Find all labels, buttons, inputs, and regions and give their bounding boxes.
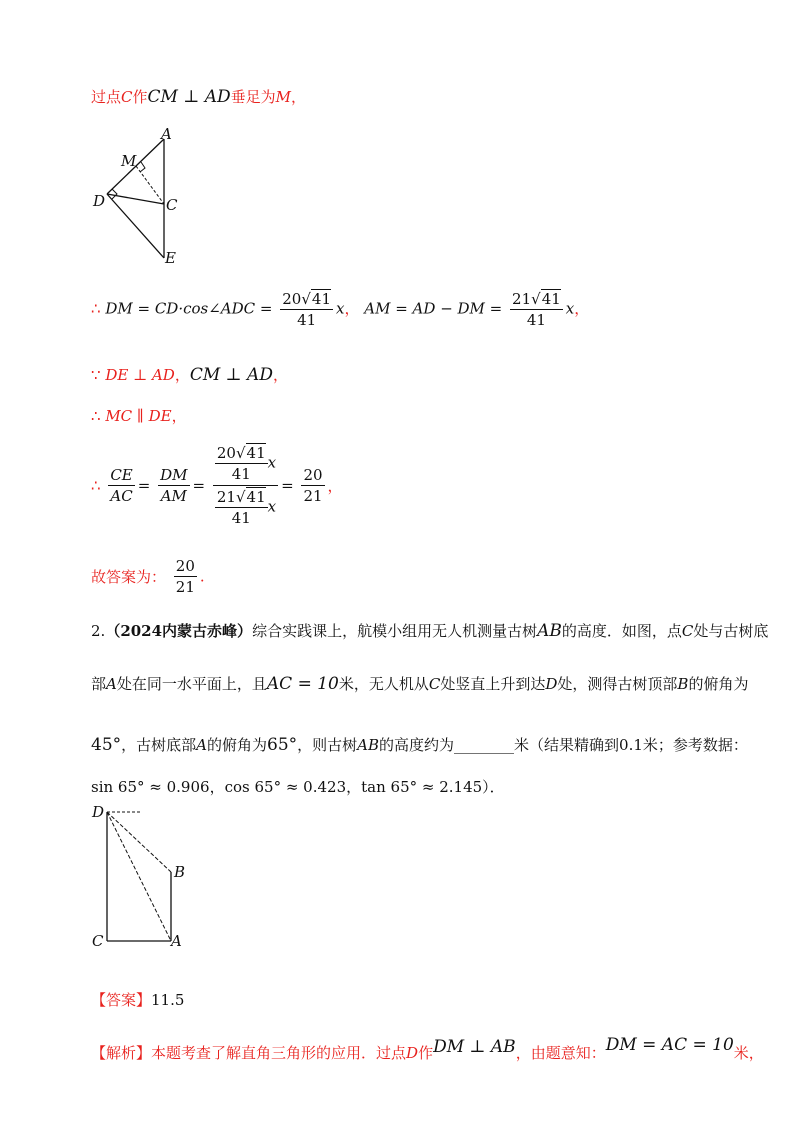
answer-label: 故答案为： bbox=[91, 568, 167, 586]
problem-text: 部 bbox=[91, 675, 107, 693]
variable-x: x bbox=[565, 299, 575, 318]
problem-text: 处在同一水平面上，且 bbox=[116, 675, 267, 693]
point-label: A bbox=[196, 736, 207, 754]
problem-2-line-1 bbox=[91, 620, 768, 641]
reference-tan: tan 65° ≈ 2.145 bbox=[361, 778, 483, 796]
punctuation: ， bbox=[327, 477, 343, 495]
label-c: C bbox=[92, 932, 104, 950]
problem-text: 处，测得古树顶部 bbox=[557, 675, 678, 693]
answer-line-2 bbox=[91, 989, 184, 1010]
segment-label: AB bbox=[537, 621, 562, 641]
variable-x: x bbox=[336, 299, 345, 318]
dm-expression: DM = CD·cos∠ADC = bbox=[105, 299, 273, 318]
punctuation: ， bbox=[209, 778, 225, 796]
point-label: C bbox=[681, 622, 694, 640]
analysis-text: 作 bbox=[418, 1044, 434, 1062]
problem-text: 的俯角为 bbox=[207, 736, 268, 754]
answer-value: 11.5 bbox=[151, 991, 185, 1009]
problem-text: 的高度约为________米（结果精确到0.1米；参考数据： bbox=[379, 736, 748, 754]
segment-de bbox=[107, 194, 164, 258]
construction-text: 垂足为 bbox=[230, 88, 276, 106]
label-c: C bbox=[166, 196, 178, 214]
answer-fraction bbox=[174, 557, 197, 596]
point-label: B bbox=[677, 675, 689, 693]
compound-fraction bbox=[213, 444, 278, 527]
analysis-text: 米， bbox=[733, 1044, 764, 1062]
perpendicular-expression: DM ⊥ AB bbox=[433, 1037, 516, 1057]
dm-equation-line bbox=[91, 290, 589, 329]
right-angle-mark-d bbox=[112, 189, 117, 199]
fraction-am: $\frac{21√41}{41}$ bbox=[512, 290, 561, 329]
problem-text: 处与古树底 bbox=[693, 622, 769, 640]
parallel-line bbox=[91, 405, 187, 426]
angle-value: 65° bbox=[267, 735, 298, 755]
fraction-numerator: 21 bbox=[216, 488, 236, 506]
problem-2-line-4 bbox=[91, 776, 505, 797]
answer-line-1 bbox=[91, 557, 205, 596]
answer-label: 【答案】 bbox=[91, 991, 152, 1009]
triangle-figure-1 bbox=[85, 125, 195, 270]
label-a: A bbox=[171, 932, 182, 950]
problem-number: 2. bbox=[91, 622, 106, 640]
punctuation: ， bbox=[291, 88, 307, 106]
perpendicular-expression: CM ⊥ AD bbox=[189, 365, 273, 385]
equals-sign: = bbox=[192, 476, 206, 495]
sqrt-radicand: 41 bbox=[246, 488, 266, 506]
label-a: A bbox=[161, 125, 172, 143]
fraction-denominator: 41 bbox=[231, 509, 251, 527]
fraction-numerator: CE bbox=[110, 466, 133, 484]
fraction-denominator: 41 bbox=[526, 311, 546, 329]
label-d: D bbox=[92, 803, 105, 821]
problem-text: 处竖直上升到达 bbox=[440, 675, 546, 693]
variable-x: x bbox=[267, 497, 277, 516]
fraction-denominator: 41 bbox=[231, 465, 251, 483]
problem-text: ，古树底部 bbox=[121, 736, 197, 754]
equation: AC = 10 bbox=[266, 674, 339, 694]
inner-fraction-numerator: $\frac{20√41}{41}$ bbox=[216, 444, 266, 483]
reference-cos: cos 65° ≈ 0.423 bbox=[224, 778, 347, 796]
sqrt-radicand: 41 bbox=[246, 444, 266, 462]
punctuation: ， bbox=[346, 778, 362, 796]
problem-text: 米，无人机从 bbox=[338, 675, 429, 693]
analysis-text: ，由题意知： bbox=[515, 1044, 606, 1062]
punctuation: ）． bbox=[482, 778, 505, 796]
problem-text: 综合实践课上，航模小组用无人机测量古树 bbox=[252, 622, 538, 640]
parallel-expression: MC ∥ DE bbox=[105, 407, 172, 425]
point-label: M bbox=[275, 88, 292, 106]
tree-drone-figure bbox=[88, 800, 198, 955]
fraction-denominator: 41 bbox=[297, 311, 317, 329]
equation: DM = AC = 10 bbox=[605, 1035, 734, 1055]
reference-sin: sin 65° ≈ 0.906 bbox=[91, 778, 210, 796]
equals-sign: = bbox=[281, 476, 294, 495]
sqrt-radicand: 41 bbox=[541, 290, 561, 308]
am-expression: AM = AD − DM = bbox=[364, 299, 503, 318]
problem-text: 的俯角为 bbox=[688, 675, 749, 693]
construction-text: 过点 bbox=[91, 88, 122, 106]
segment-da bbox=[107, 812, 171, 941]
fraction-ce-ac bbox=[108, 466, 134, 505]
fraction-dm: $\frac{20√41}{41}$ bbox=[282, 290, 331, 329]
equals-sign: = bbox=[137, 476, 151, 495]
fraction-numerator: 20 bbox=[282, 290, 302, 308]
segment-label: AB bbox=[357, 736, 380, 754]
point-label: A bbox=[106, 675, 117, 693]
fraction-denominator: 21 bbox=[303, 487, 323, 505]
ratio-line bbox=[91, 444, 343, 527]
analysis-text: 本题考查了解直角三角形的应用．过点 bbox=[151, 1044, 407, 1062]
therefore-symbol: ∴ bbox=[91, 407, 101, 425]
problem-text: ，则古树 bbox=[297, 736, 358, 754]
right-angle-mark-m bbox=[140, 162, 145, 172]
punctuation: ， bbox=[272, 366, 288, 384]
fraction-denominator: AM bbox=[160, 487, 187, 505]
label-m: M bbox=[121, 152, 137, 170]
label-b: B bbox=[174, 863, 186, 881]
fraction-denominator: 21 bbox=[175, 578, 195, 596]
because-line bbox=[91, 364, 288, 385]
problem-text: 的高度．如图，点 bbox=[561, 622, 682, 640]
point-label: C bbox=[428, 675, 441, 693]
problem-2-line-2 bbox=[91, 673, 748, 694]
analysis-label: 【解析】 bbox=[91, 1044, 152, 1062]
perpendicular-expression: CM ⊥ AD bbox=[147, 87, 231, 107]
angle-value: 45° bbox=[91, 735, 122, 755]
sqrt-radicand: 41 bbox=[311, 290, 331, 308]
fraction-numerator: 20 bbox=[303, 466, 323, 484]
punctuation: ， bbox=[171, 407, 187, 425]
label-e: E bbox=[165, 249, 176, 267]
fraction-numerator: 20 bbox=[216, 444, 236, 462]
point-label: D bbox=[406, 1044, 419, 1062]
fraction-numerator: DM bbox=[160, 466, 188, 484]
fraction-numerator: 21 bbox=[512, 290, 532, 308]
label-d: D bbox=[93, 192, 106, 210]
perpendicular-expression: DE ⊥ AD bbox=[105, 366, 175, 384]
construction-line bbox=[91, 86, 306, 107]
punctuation: . bbox=[199, 567, 205, 586]
punctuation: ， bbox=[174, 366, 190, 384]
fraction-result bbox=[301, 466, 324, 505]
fraction-denominator: AC bbox=[110, 487, 133, 505]
therefore-symbol: ∴ bbox=[91, 476, 101, 495]
construction-text: 作 bbox=[132, 88, 148, 106]
therefore-symbol: ∴ bbox=[91, 299, 101, 318]
fraction-numerator: 20 bbox=[175, 557, 195, 575]
point-label: C bbox=[121, 88, 133, 106]
because-symbol: ∵ bbox=[91, 366, 101, 384]
analysis-line bbox=[91, 1035, 764, 1063]
punctuation: ， bbox=[574, 299, 590, 318]
variable-x: x bbox=[267, 453, 277, 472]
segment-db bbox=[107, 812, 171, 872]
fraction-dm-am bbox=[158, 466, 189, 505]
punctuation: ， bbox=[344, 299, 360, 318]
problem-2-line-3 bbox=[91, 734, 748, 755]
inner-fraction-denominator: $\frac{21√41}{41}$ bbox=[216, 488, 266, 527]
point-label: D bbox=[545, 675, 558, 693]
problem-source: （2024内蒙古赤峰） bbox=[105, 622, 253, 640]
